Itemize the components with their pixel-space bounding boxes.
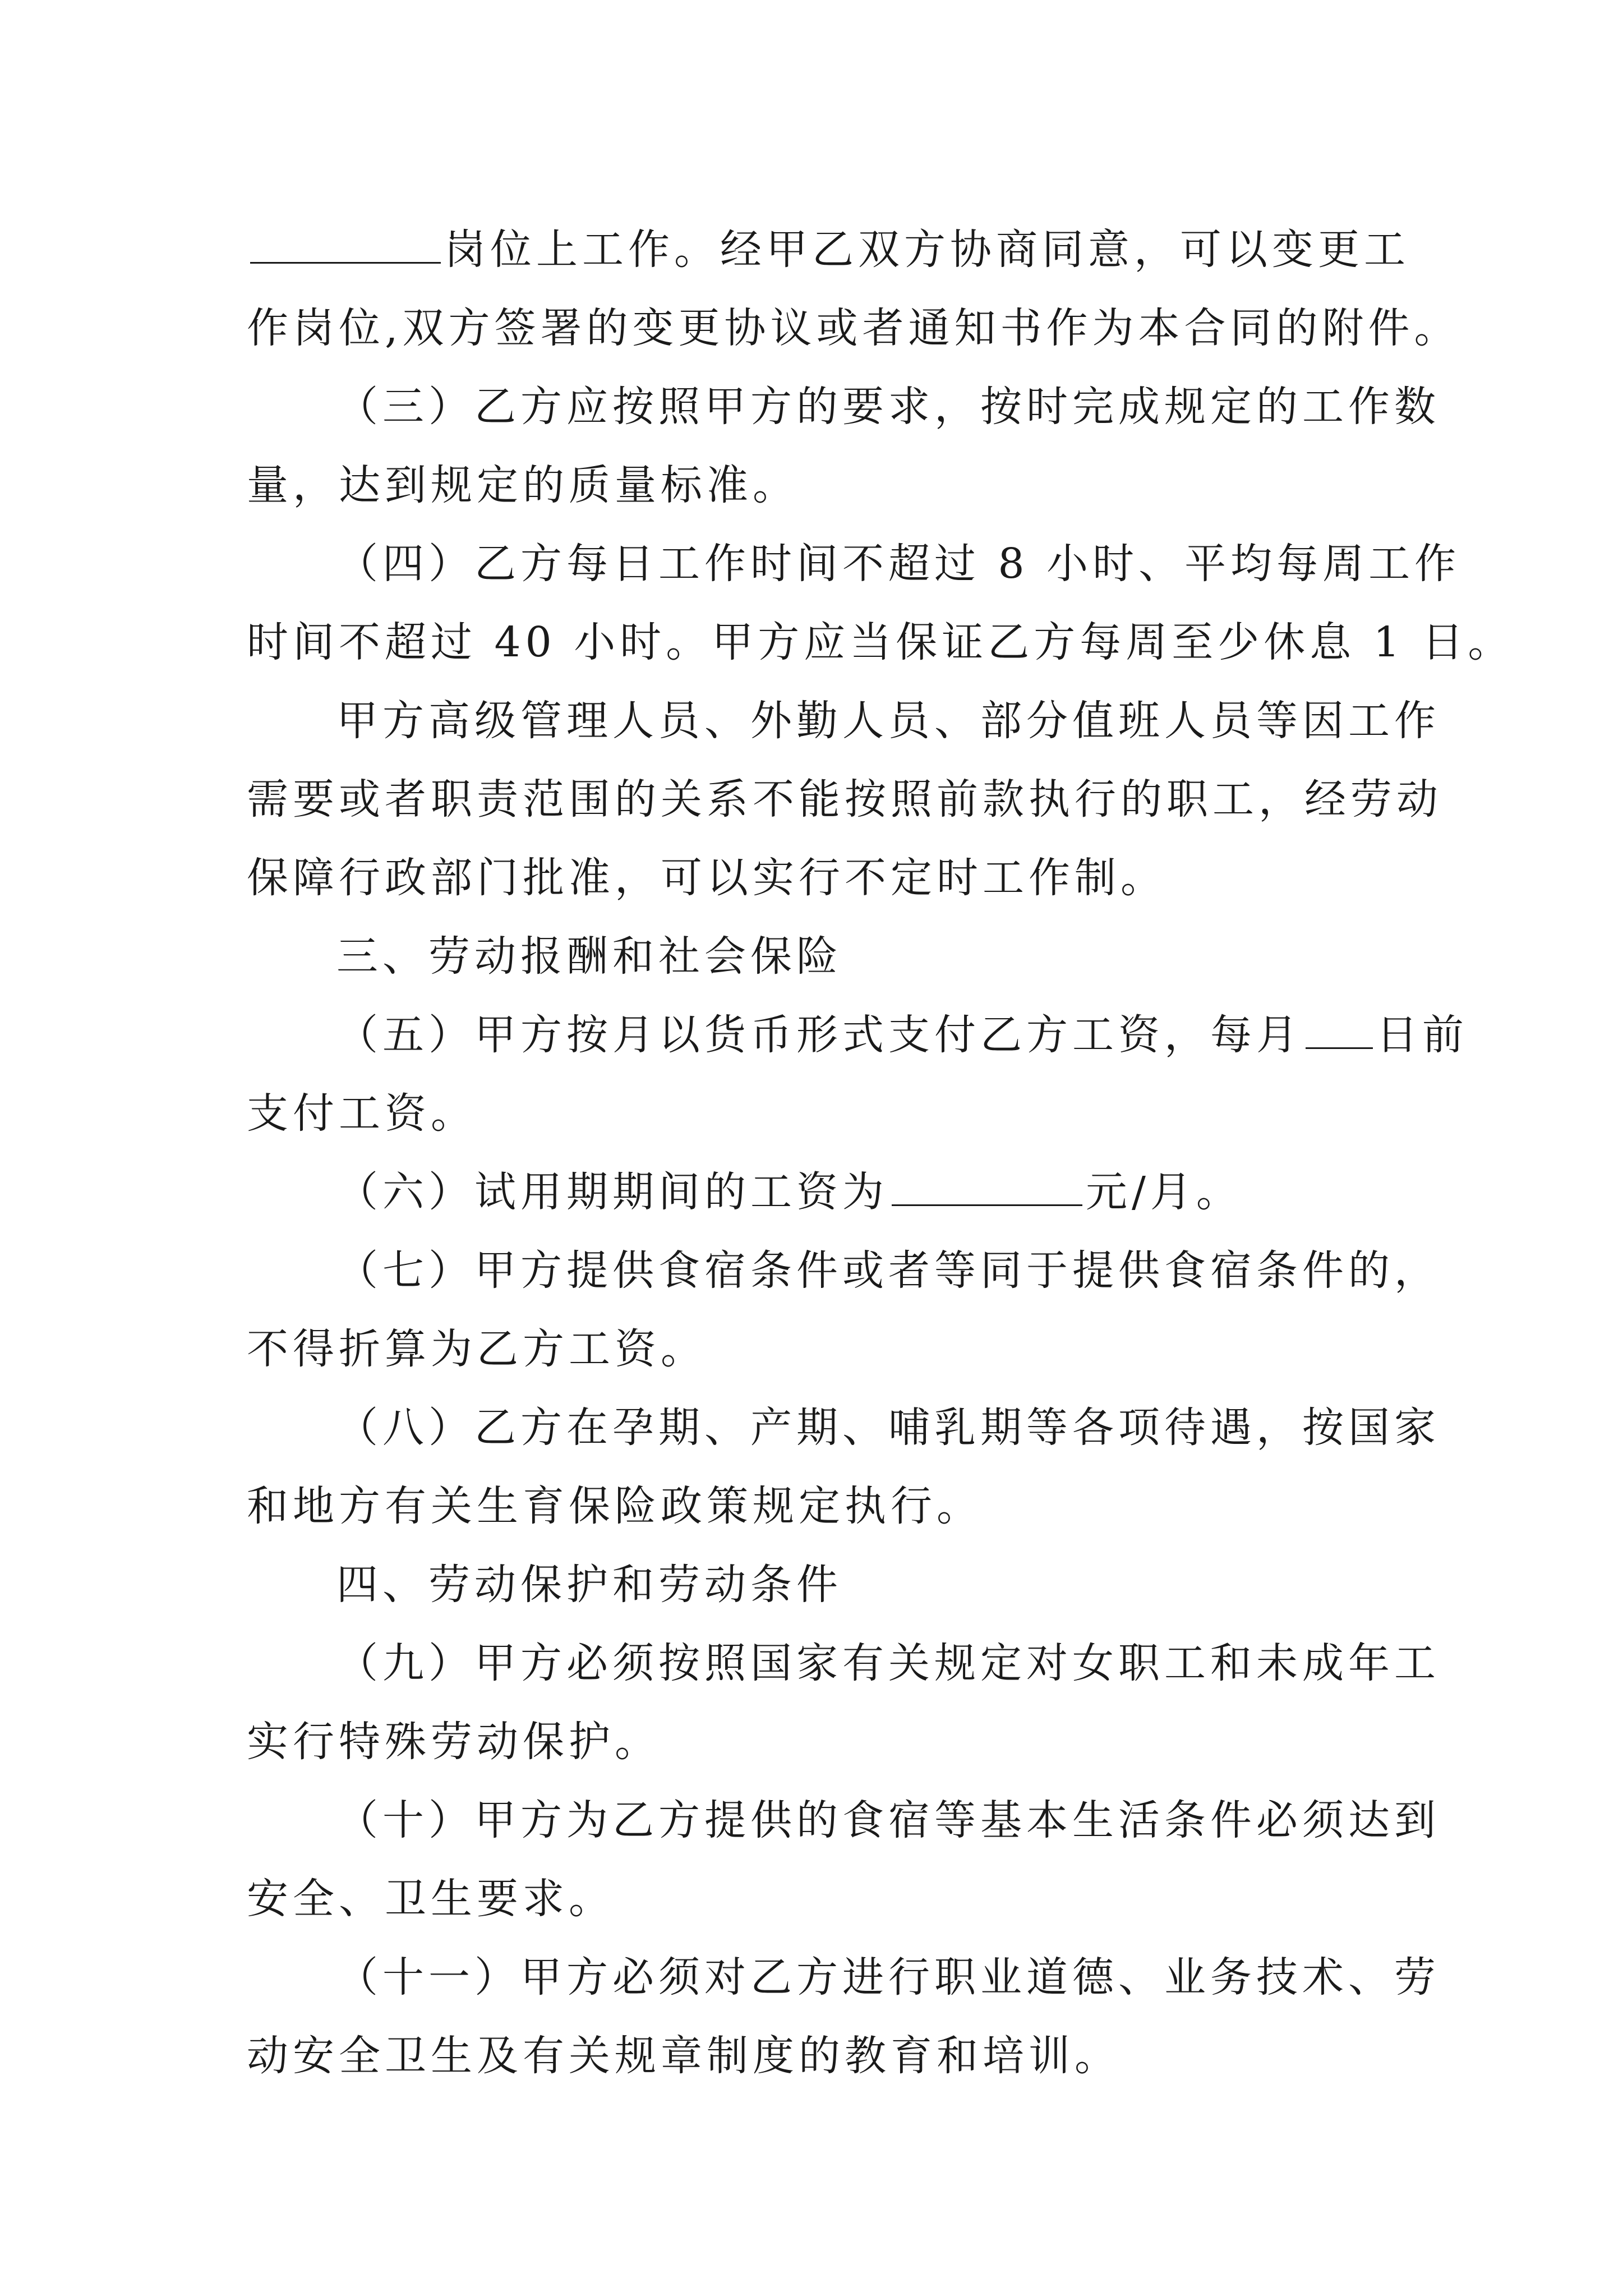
- clause-3: （三）乙方应按照甲方的要求，按时完成规定的工作数: [336, 383, 1440, 431]
- clause-10-cont: 安全、卫生要求。: [247, 1875, 615, 1923]
- text-line-1: [247, 210, 1410, 289]
- clause-11: （十一）甲方必须对乙方进行职业道德、业务技术、劳: [336, 1953, 1440, 2001]
- contract-body: [247, 210, 1514, 2095]
- clause-8: （八）乙方在孕期、产期、哺乳期等各项待遇，按国家: [336, 1404, 1440, 1452]
- clause-6-text-post: 元/月。: [1086, 1168, 1242, 1216]
- clause-4: （四）乙方每日工作时间不超过 8 小时、平均每周工作: [336, 540, 1461, 588]
- clause-7-cont: 不得折算为乙方工资。: [247, 1325, 707, 1373]
- blank-field-pay-day[interactable]: [1306, 999, 1373, 1049]
- clause-6: [247, 1153, 1391, 1231]
- clause-5-text-post: 日前: [1376, 1011, 1468, 1059]
- paragraph-flexible-hours: 甲方高级管理人员、外勤人员、部分值班人员等因工作: [336, 697, 1440, 745]
- clause-8-cont: 和地方有关生育保险政策规定执行。: [247, 1482, 983, 1530]
- clause-3-cont: 量，达到规定的质量标准。: [247, 461, 799, 509]
- clause-4-cont: 时间不超过 40 小时。甲方应当保证乙方每周至少休息 1 日。: [247, 618, 1514, 666]
- clause-9-cont: 实行特殊劳动保护。: [247, 1718, 661, 1766]
- clause-5-text-pre: （五）甲方按月以货币形式支付乙方工资，每月: [336, 1011, 1302, 1059]
- clause-7: （七）甲方提供食宿条件或者等同于提供食宿条件的，: [336, 1246, 1440, 1295]
- clause-6-text-pre: （六）试用期期间的工资为: [336, 1168, 888, 1216]
- clause-9: （九）甲方必须按照国家有关规定对女职工和未成年工: [336, 1639, 1440, 1687]
- blank-field-position[interactable]: [250, 214, 441, 264]
- clause-10: （十）甲方为乙方提供的食宿等基本生活条件必须达到: [336, 1796, 1440, 1844]
- clause-5-cont: 支付工资。: [247, 1089, 477, 1138]
- section-heading-4: 四、劳动保护和劳动条件: [336, 1561, 842, 1609]
- paragraph-flexible-hours-cont-1: 需要或者职责范围的关系不能按照前款执行的职工，经劳动: [247, 775, 1442, 823]
- text-line-2: 作岗位,双方签署的变更协议或者通知书作为本合同的附件。: [247, 304, 1460, 352]
- section-heading-3: 三、劳动报酬和社会保险: [336, 932, 842, 981]
- line-1-text: 岗位上工作。经甲乙双方协商同意，可以变更工: [444, 226, 1410, 274]
- paragraph-flexible-hours-cont-2: 保障行政部门批准，可以实行不定时工作制。: [247, 854, 1166, 902]
- clause-11-cont: 动安全卫生及有关规章制度的教育和培训。: [247, 2032, 1121, 2080]
- clause-5: [247, 996, 1468, 1074]
- blank-field-probation-wage[interactable]: [892, 1156, 1082, 1206]
